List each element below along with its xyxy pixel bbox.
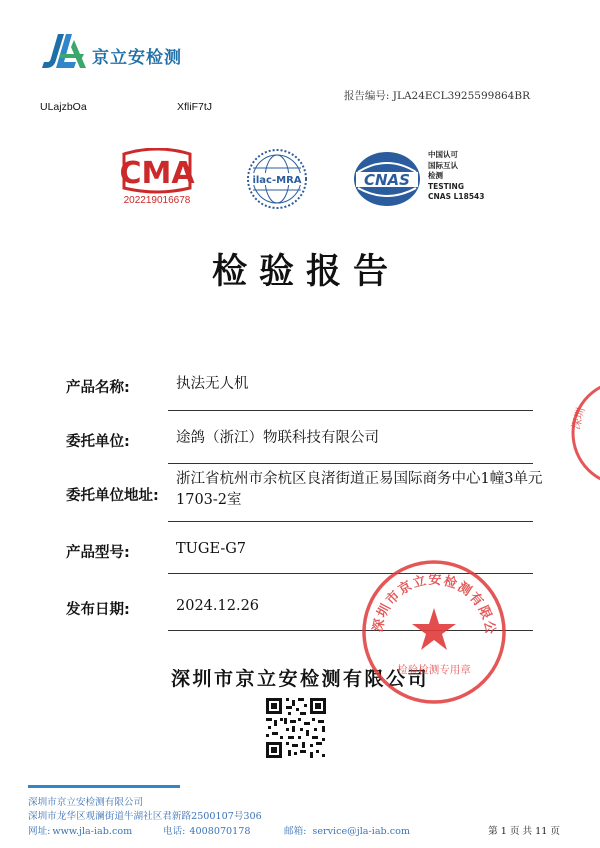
cnas-line: 国际互认 (428, 160, 458, 170)
edge-seal-icon (555, 378, 600, 488)
cnas-line: 中国认可 (428, 150, 458, 159)
field-label-model: 产品型号: (66, 545, 130, 561)
seal-stamp-icon (360, 558, 508, 706)
qr-code[interactable] (264, 696, 328, 760)
page-number: 第 1 页 共 11 页 (488, 826, 560, 837)
footer-phone-label: 电话: (163, 826, 186, 837)
footer-phone-number[interactable]: 4008070178 (189, 826, 251, 837)
field-value-product-name: 执法无人机 (176, 376, 249, 392)
field-label-issue-date: 发布日期: (66, 602, 130, 618)
brand-name: 京立安检测 (92, 48, 182, 68)
field-underline (168, 410, 533, 411)
footer-phone (163, 823, 250, 837)
footer-website-label: 网址: (28, 826, 51, 837)
field-value-issue-date: 2024.12.26 (176, 598, 260, 614)
report-title: 检验报告 (211, 252, 400, 292)
footer-contacts (28, 823, 132, 837)
cnas-line: CNAS L18543 (428, 192, 485, 201)
cma-letters: CMA (119, 156, 195, 191)
svg-text:检验检测专用章: 检验检测专用章 (397, 664, 471, 676)
verification-code-right: XfliF7tJ (177, 101, 213, 113)
ilac-mra-text: ilac-MRA (252, 175, 302, 186)
svg-text:深圳市京立安检测有限公司: 深圳市京立安检测有限公 (370, 572, 498, 637)
field-underline (168, 463, 533, 464)
official-seal (360, 558, 508, 706)
footer-email (284, 823, 410, 837)
cnas-description (428, 150, 484, 203)
field-label-product-name: 产品名称: (66, 380, 130, 396)
cnas-letters: CNAS (364, 171, 410, 189)
company-logo (40, 30, 230, 74)
field-value-client-address-line1: 浙江省杭州市余杭区良渚街道正易国际商务中心1幢3单元 (176, 471, 543, 487)
cnas-mark (352, 150, 422, 208)
svg-text:深圳: 深圳 (569, 406, 588, 431)
report-number: 报告编号: JLA24ECL3925599864BR (343, 90, 530, 102)
footer-email-link[interactable]: service@jla-iab.com (312, 826, 410, 837)
field-underline (168, 521, 533, 522)
footer-email-label: 邮箱: (284, 826, 307, 837)
qr-code-icon (264, 696, 328, 760)
ilac-globe-icon (246, 148, 308, 210)
verification-code-left: ULajzbOa (40, 101, 87, 113)
field-label-client-address: 委托单位地址: (66, 488, 159, 504)
cma-mark (112, 148, 202, 210)
footer-company: 深圳市京立安检测有限公司 (28, 797, 144, 808)
cnas-line: TESTING (428, 181, 464, 191)
cnas-line: 检测 (428, 171, 443, 180)
field-label-client: 委托单位: (66, 434, 130, 450)
cnas-logo-icon (352, 150, 422, 208)
footer-accent-bar (28, 785, 180, 788)
jla-logo-icon (40, 30, 90, 74)
field-value-client: 途鸽（浙江）物联科技有限公司 (176, 430, 379, 446)
edge-seal (555, 378, 600, 488)
cma-number: 202219016678 (123, 195, 191, 206)
footer-address: 深圳市龙华区观澜街道牛湖社区君新路2500107号306 (28, 811, 262, 822)
field-value-model: TUGE-G7 (176, 541, 247, 557)
ilac-mra-mark (246, 148, 308, 210)
issuing-company-name: 深圳市京立安检测有限公司 (170, 668, 429, 690)
cma-logo-icon (112, 148, 202, 194)
field-value-client-address-line2: 1703-2室 (176, 492, 242, 508)
footer-website-link[interactable]: www.jla-iab.com (52, 826, 133, 837)
